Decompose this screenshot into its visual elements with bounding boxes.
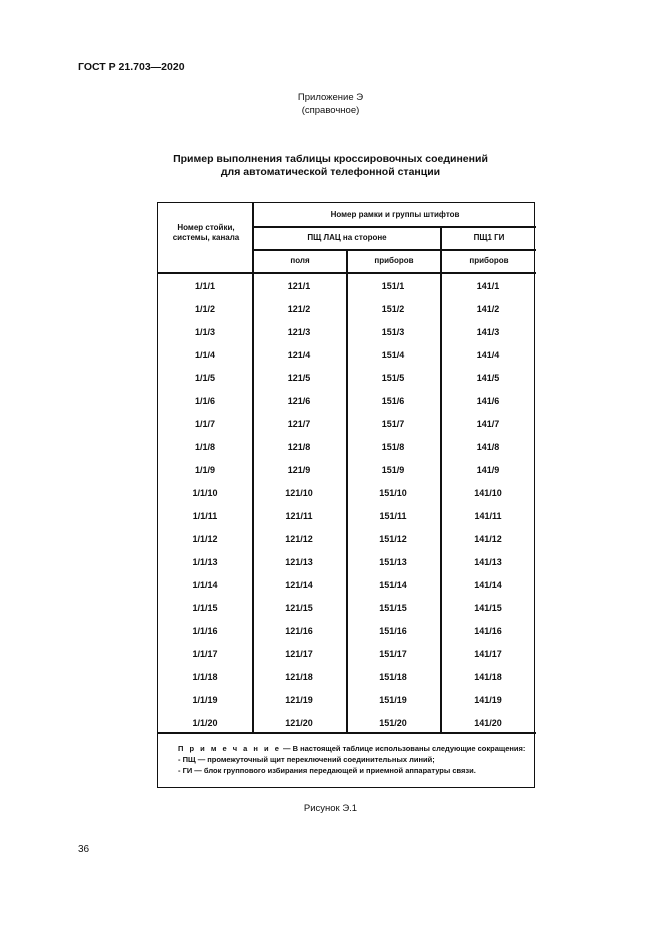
table-cell: 151/20	[379, 718, 407, 728]
table-cell: 1/1/14	[192, 580, 218, 590]
table-row	[158, 689, 536, 712]
table-cell: 121/7	[287, 419, 311, 429]
document-code: ГОСТ Р 21.703—2020	[78, 61, 185, 73]
appendix-title: Приложение Э	[297, 92, 364, 103]
table-row	[158, 574, 536, 597]
table-cell: 141/9	[476, 465, 500, 475]
table-cell: 151/16	[379, 626, 407, 636]
table-cell: 141/1	[476, 281, 500, 291]
table-divider	[252, 226, 536, 228]
table-cell: 141/18	[474, 672, 502, 682]
table-cell: 151/19	[379, 695, 407, 705]
table-cell: 141/10	[474, 488, 502, 498]
figure-caption: Рисунок Э.1	[303, 803, 358, 814]
table-cell: 151/6	[381, 396, 405, 406]
table-cell: 141/17	[474, 649, 502, 659]
table-cell: 1/1/7	[194, 419, 216, 429]
table-cell: 121/18	[285, 672, 313, 682]
table-cell: 121/13	[285, 557, 313, 567]
table-cell: 1/1/3	[194, 327, 216, 337]
column-subheader-pshch1-gi: ПЩ1 ГИ	[473, 233, 505, 242]
table-cell: 151/18	[379, 672, 407, 682]
table-cell: 141/7	[476, 419, 500, 429]
table-cell: 151/3	[381, 327, 405, 337]
table-cell: 151/7	[381, 419, 405, 429]
table-row	[158, 321, 536, 344]
table-cell: 1/1/4	[194, 350, 216, 360]
table-cell: 151/17	[379, 649, 407, 659]
table-cell: 1/1/8	[194, 442, 216, 452]
table-cell: 151/4	[381, 350, 405, 360]
table-row	[158, 597, 536, 620]
table-cell: 141/5	[476, 373, 500, 383]
table-row	[158, 344, 536, 367]
cross-connection-table	[157, 202, 535, 788]
table-row	[158, 482, 536, 505]
table-cell: 1/1/18	[192, 672, 218, 682]
table-cell: 121/4	[287, 350, 311, 360]
note-label: П р и м е ч а н и е	[178, 744, 281, 753]
column-header-devices-gi: приборов	[469, 256, 509, 265]
table-cell: 151/12	[379, 534, 407, 544]
table-cell: 141/11	[474, 511, 502, 521]
table-cell: 141/6	[476, 396, 500, 406]
table-cell: 151/10	[379, 488, 407, 498]
table-row	[158, 275, 536, 298]
table-cell: 121/2	[287, 304, 311, 314]
table-title-line-1: Пример выполнения таблицы кроссировочных соединений	[173, 153, 488, 165]
note-line-2: - ПЩ — промежуточный щит переключений соединительных линий;	[178, 755, 435, 764]
table-row	[158, 643, 536, 666]
table-cell: 151/11	[379, 511, 407, 521]
table-cell: 121/5	[287, 373, 311, 383]
table-cell: 121/3	[287, 327, 311, 337]
table-cell: 151/8	[381, 442, 405, 452]
table-cell: 121/10	[285, 488, 313, 498]
note-line-3: - ГИ — блок группового избирания передающей и приемной аппаратуры связи.	[178, 766, 476, 775]
table-cell: 151/15	[379, 603, 407, 613]
table-divider	[252, 249, 536, 251]
table-cell: 141/16	[474, 626, 502, 636]
table-cell: 141/13	[474, 557, 502, 567]
table-cell: 151/9	[381, 465, 405, 475]
table-note	[178, 743, 530, 776]
table-cell: 141/4	[476, 350, 500, 360]
table-cell: 141/19	[474, 695, 502, 705]
column-header-stand: Номер стойки, системы, канала	[172, 223, 240, 242]
table-cell: 151/13	[379, 557, 407, 567]
table-cell: 121/1	[287, 281, 311, 291]
table-row	[158, 436, 536, 459]
table-cell: 141/3	[476, 327, 500, 337]
table-cell: 121/11	[285, 511, 313, 521]
table-cell: 151/1	[381, 281, 405, 291]
table-row	[158, 666, 536, 689]
table-title-line-2: для автоматической телефонной станции	[220, 166, 441, 178]
table-cell: 1/1/20	[192, 718, 218, 728]
table-cell: 151/14	[379, 580, 407, 590]
table-row	[158, 367, 536, 390]
page-number: 36	[78, 844, 90, 855]
table-cell: 151/2	[381, 304, 405, 314]
table-cell: 141/20	[474, 718, 502, 728]
table-cell: 141/12	[474, 534, 502, 544]
column-header-field: поля	[290, 256, 310, 265]
table-row	[158, 528, 536, 551]
table-cell: 1/1/11	[192, 511, 218, 521]
table-cell: 121/16	[285, 626, 313, 636]
table-cell: 151/5	[381, 373, 405, 383]
table-cell: 1/1/9	[194, 465, 216, 475]
table-cell: 1/1/15	[192, 603, 218, 613]
table-cell: 121/14	[285, 580, 313, 590]
table-row	[158, 551, 536, 574]
table-cell: 1/1/2	[194, 304, 216, 314]
table-cell: 141/15	[474, 603, 502, 613]
table-row	[158, 298, 536, 321]
table-row	[158, 620, 536, 643]
table-cell: 1/1/1	[194, 281, 216, 291]
table-cell: 1/1/6	[194, 396, 216, 406]
table-cell: 141/2	[476, 304, 500, 314]
table-row	[158, 390, 536, 413]
table-cell: 1/1/12	[192, 534, 218, 544]
column-subheader-pshch-lac: ПЩ ЛАЦ на стороне	[307, 233, 387, 242]
table-cell: 121/19	[285, 695, 313, 705]
table-cell: 121/17	[285, 649, 313, 659]
table-cell: 1/1/13	[192, 557, 218, 567]
table-cell: 1/1/19	[192, 695, 218, 705]
table-cell: 1/1/10	[192, 488, 218, 498]
table-cell: 141/8	[476, 442, 500, 452]
table-cell: 121/9	[287, 465, 311, 475]
table-row	[158, 413, 536, 436]
table-cell: 121/15	[285, 603, 313, 613]
table-cell: 1/1/5	[194, 373, 216, 383]
table-cell: 141/14	[474, 580, 502, 590]
table-row	[158, 459, 536, 482]
table-cell: 1/1/17	[192, 649, 218, 659]
column-group-header: Номер рамки и группы штифтов	[330, 210, 460, 219]
table-divider	[158, 272, 536, 274]
note-line-1	[178, 743, 530, 754]
table-cell: 121/6	[287, 396, 311, 406]
table-cell: 1/1/16	[192, 626, 218, 636]
table-cell: 121/20	[285, 718, 313, 728]
table-cell: 121/12	[285, 534, 313, 544]
table-row	[158, 712, 536, 735]
column-header-devices: приборов	[374, 256, 414, 265]
table-cell: 121/8	[287, 442, 311, 452]
note-intro: — В настоящей таблице использованы следующие сокращения:	[280, 744, 526, 753]
table-row	[158, 505, 536, 528]
appendix-subtitle: (справочное)	[301, 105, 360, 116]
